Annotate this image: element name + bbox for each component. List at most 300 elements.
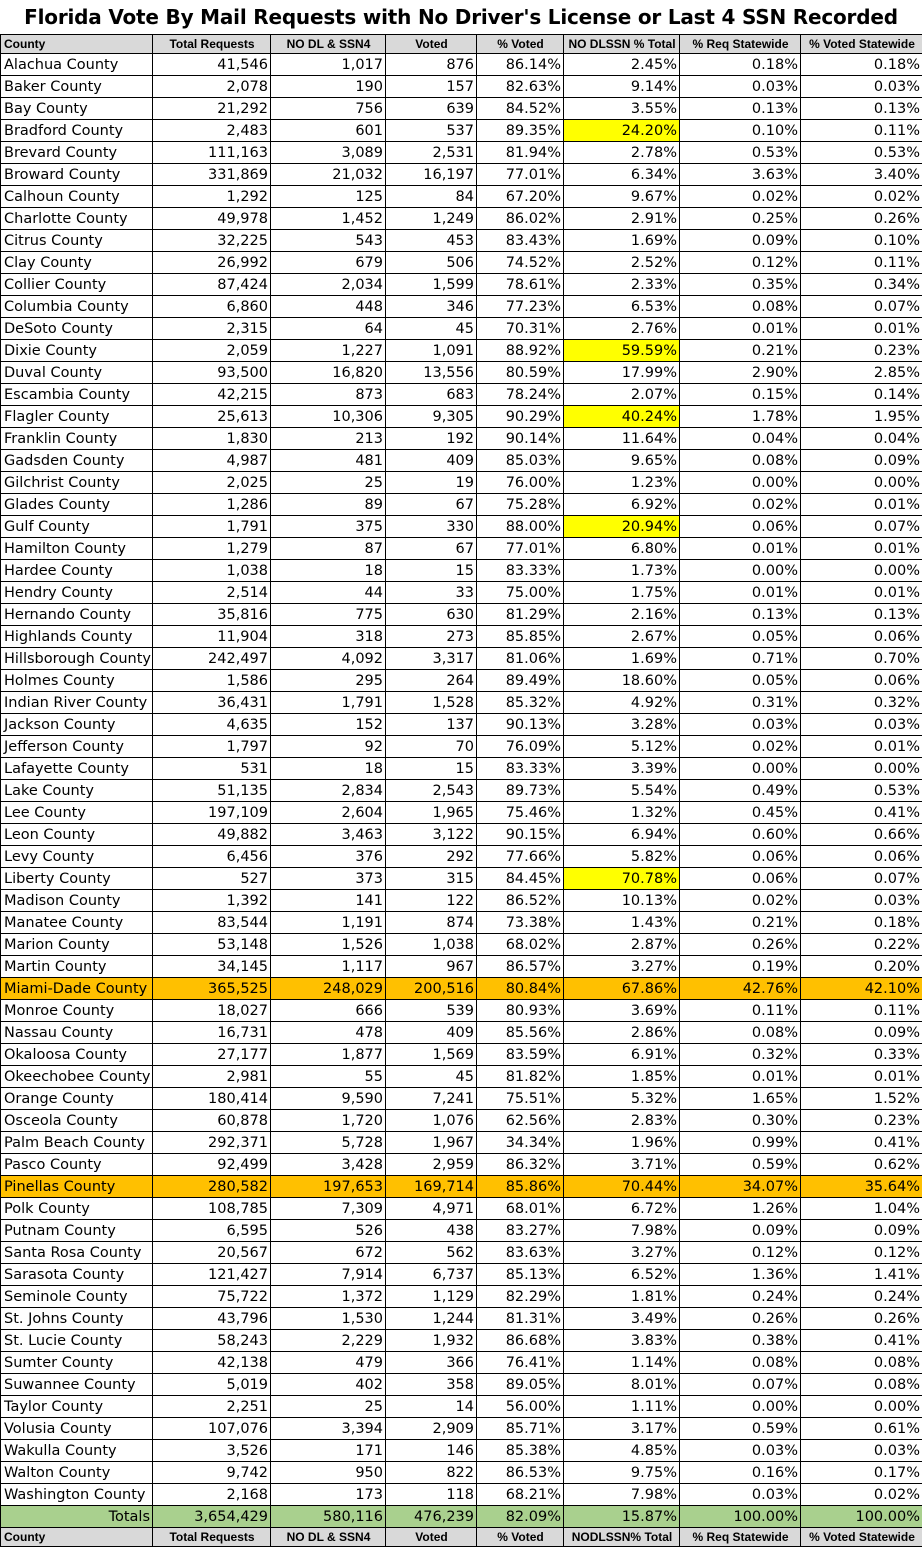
cell-total-requests[interactable]: 25,613 [153, 406, 271, 428]
cell-pct-voted[interactable]: 83.33% [477, 560, 564, 582]
cell-pct-voted-statewide[interactable]: 0.10% [801, 230, 922, 252]
cell-total-requests[interactable]: 1,830 [153, 428, 271, 450]
cell-county[interactable]: Seminole County [1, 1286, 153, 1308]
cell-pct-voted-statewide[interactable]: 0.66% [801, 824, 922, 846]
cell-pct-req-statewide[interactable]: 0.08% [680, 1022, 801, 1044]
cell-voted[interactable]: 967 [386, 956, 477, 978]
cell-pct-voted[interactable]: 85.32% [477, 692, 564, 714]
cell-pct-req-statewide[interactable]: 1.26% [680, 1198, 801, 1220]
cell-pct-voted-statewide[interactable]: 0.11% [801, 252, 922, 274]
cell-county[interactable]: Jackson County [1, 714, 153, 736]
cell-total-requests[interactable]: 2,514 [153, 582, 271, 604]
cell-no-dlssn-pct-total[interactable]: 2.52% [564, 252, 680, 274]
cell-pct-voted-statewide[interactable]: 0.53% [801, 780, 922, 802]
cell-pct-req-statewide[interactable]: 0.01% [680, 318, 801, 340]
cell-total-requests[interactable]: 43,796 [153, 1308, 271, 1330]
cell-voted[interactable]: 453 [386, 230, 477, 252]
cell-pct-voted-statewide[interactable]: 0.00% [801, 472, 922, 494]
cell-pct-voted[interactable]: 75.28% [477, 494, 564, 516]
cell-total-requests[interactable]: 1,279 [153, 538, 271, 560]
cell-county[interactable]: Manatee County [1, 912, 153, 934]
cell-pct-req-statewide[interactable]: 0.21% [680, 912, 801, 934]
cell-total-requests[interactable]: 1,392 [153, 890, 271, 912]
cell-total-requests[interactable]: 49,882 [153, 824, 271, 846]
cell-pct-voted[interactable]: 81.94% [477, 142, 564, 164]
cell-pct-voted[interactable]: 86.02% [477, 208, 564, 230]
cell-no-dlssn-pct-total[interactable]: 20.94% [564, 516, 680, 538]
cell-pct-req-statewide[interactable]: 0.59% [680, 1154, 801, 1176]
cell-pct-req-statewide[interactable]: 0.01% [680, 538, 801, 560]
cell-no-dl-ssn4[interactable]: 55 [271, 1066, 386, 1088]
cell-pct-voted-statewide[interactable]: 0.22% [801, 934, 922, 956]
cell-voted[interactable]: 14 [386, 1396, 477, 1418]
cell-no-dlssn-pct-total[interactable]: 2.07% [564, 384, 680, 406]
cell-voted[interactable]: 1,091 [386, 340, 477, 362]
cell-no-dlssn-pct-total[interactable]: 18.60% [564, 670, 680, 692]
cell-pct-req-statewide[interactable]: 0.12% [680, 1242, 801, 1264]
cell-pct-voted[interactable]: 83.43% [477, 230, 564, 252]
cell-total-requests[interactable]: 1,586 [153, 670, 271, 692]
cell-no-dlssn-pct-total[interactable]: 1.14% [564, 1352, 680, 1374]
cell-total-requests[interactable]: 2,483 [153, 120, 271, 142]
cell-voted[interactable]: 330 [386, 516, 477, 538]
cell-voted[interactable]: 822 [386, 1462, 477, 1484]
cell-total-requests[interactable]: 87,424 [153, 274, 271, 296]
cell-county[interactable]: Washington County [1, 1484, 153, 1506]
cell-pct-voted-statewide[interactable]: 0.13% [801, 98, 922, 120]
cell-voted[interactable]: 539 [386, 1000, 477, 1022]
cell-voted[interactable]: 358 [386, 1374, 477, 1396]
cell-pct-req-statewide[interactable]: 0.18% [680, 54, 801, 76]
cell-no-dl-ssn4[interactable]: 1,720 [271, 1110, 386, 1132]
cell-no-dlssn-pct-total[interactable]: 3.83% [564, 1330, 680, 1352]
column-header-no-dl-ssn4[interactable]: NO DL & SSN4 [271, 35, 386, 54]
cell-pct-voted[interactable]: 73.38% [477, 912, 564, 934]
column-header-total-requests[interactable]: Total Requests [153, 35, 271, 54]
cell-voted[interactable]: 874 [386, 912, 477, 934]
cell-no-dlssn-pct-total[interactable]: 2.76% [564, 318, 680, 340]
cell-no-dl-ssn4[interactable]: 295 [271, 670, 386, 692]
cell-no-dlssn-pct-total[interactable]: 2.86% [564, 1022, 680, 1044]
cell-voted[interactable]: 1,129 [386, 1286, 477, 1308]
cell-pct-voted-statewide[interactable]: 0.08% [801, 1352, 922, 1374]
cell-pct-voted[interactable]: 90.13% [477, 714, 564, 736]
cell-pct-voted[interactable]: 83.63% [477, 1242, 564, 1264]
cell-no-dlssn-pct-total[interactable]: 70.78% [564, 868, 680, 890]
cell-pct-req-statewide[interactable]: 0.05% [680, 626, 801, 648]
cell-no-dl-ssn4[interactable]: 1,877 [271, 1044, 386, 1066]
cell-pct-voted-statewide[interactable]: 0.06% [801, 626, 922, 648]
totals-cell-no-dl-ssn4[interactable]: 580,116 [271, 1506, 386, 1528]
cell-total-requests[interactable]: 4,987 [153, 450, 271, 472]
column-header-pct-voted-statewide[interactable]: % Voted Statewide [801, 35, 922, 54]
cell-no-dlssn-pct-total[interactable]: 6.94% [564, 824, 680, 846]
cell-total-requests[interactable]: 2,168 [153, 1484, 271, 1506]
cell-voted[interactable]: 70 [386, 736, 477, 758]
cell-pct-voted[interactable]: 78.24% [477, 384, 564, 406]
cell-total-requests[interactable]: 1,791 [153, 516, 271, 538]
cell-pct-voted-statewide[interactable]: 0.02% [801, 1484, 922, 1506]
cell-pct-voted-statewide[interactable]: 0.11% [801, 1000, 922, 1022]
cell-pct-req-statewide[interactable]: 0.32% [680, 1044, 801, 1066]
cell-pct-req-statewide[interactable]: 0.13% [680, 604, 801, 626]
cell-voted[interactable]: 33 [386, 582, 477, 604]
cell-no-dlssn-pct-total[interactable]: 5.32% [564, 1088, 680, 1110]
cell-no-dlssn-pct-total[interactable]: 9.14% [564, 76, 680, 98]
cell-pct-voted[interactable]: 85.03% [477, 450, 564, 472]
cell-no-dlssn-pct-total[interactable]: 6.72% [564, 1198, 680, 1220]
cell-county[interactable]: Santa Rosa County [1, 1242, 153, 1264]
column-header-pct-req-statewide[interactable]: % Req Statewide [680, 35, 801, 54]
cell-pct-voted-statewide[interactable]: 1.41% [801, 1264, 922, 1286]
cell-no-dlssn-pct-total[interactable]: 3.71% [564, 1154, 680, 1176]
cell-voted[interactable]: 9,305 [386, 406, 477, 428]
cell-total-requests[interactable]: 27,177 [153, 1044, 271, 1066]
column-header-county[interactable]: County [1, 35, 153, 54]
cell-pct-voted-statewide[interactable]: 0.09% [801, 1220, 922, 1242]
column-header-pct-req-statewide[interactable]: % Req Statewide [680, 1528, 801, 1547]
cell-no-dlssn-pct-total[interactable]: 67.86% [564, 978, 680, 1000]
cell-pct-voted[interactable]: 85.56% [477, 1022, 564, 1044]
cell-no-dl-ssn4[interactable]: 213 [271, 428, 386, 450]
cell-pct-req-statewide[interactable]: 0.25% [680, 208, 801, 230]
cell-pct-voted[interactable]: 75.46% [477, 802, 564, 824]
cell-no-dl-ssn4[interactable]: 478 [271, 1022, 386, 1044]
cell-voted[interactable]: 4,971 [386, 1198, 477, 1220]
cell-total-requests[interactable]: 32,225 [153, 230, 271, 252]
cell-voted[interactable]: 506 [386, 252, 477, 274]
cell-no-dl-ssn4[interactable]: 2,604 [271, 802, 386, 824]
cell-no-dlssn-pct-total[interactable]: 9.75% [564, 1462, 680, 1484]
cell-pct-voted[interactable]: 88.00% [477, 516, 564, 538]
cell-no-dlssn-pct-total[interactable]: 1.23% [564, 472, 680, 494]
cell-pct-req-statewide[interactable]: 2.90% [680, 362, 801, 384]
cell-pct-voted-statewide[interactable]: 0.01% [801, 494, 922, 516]
cell-pct-voted-statewide[interactable]: 1.52% [801, 1088, 922, 1110]
cell-pct-voted-statewide[interactable]: 0.24% [801, 1286, 922, 1308]
cell-no-dl-ssn4[interactable]: 775 [271, 604, 386, 626]
cell-county[interactable]: Levy County [1, 846, 153, 868]
column-header-voted[interactable]: Voted [386, 1528, 477, 1547]
cell-pct-voted[interactable]: 77.66% [477, 846, 564, 868]
cell-pct-voted[interactable]: 81.82% [477, 1066, 564, 1088]
cell-no-dl-ssn4[interactable]: 9,590 [271, 1088, 386, 1110]
cell-pct-req-statewide[interactable]: 0.10% [680, 120, 801, 142]
cell-no-dl-ssn4[interactable]: 44 [271, 582, 386, 604]
cell-total-requests[interactable]: 280,582 [153, 1176, 271, 1198]
cell-county[interactable]: Flagler County [1, 406, 153, 428]
cell-total-requests[interactable]: 180,414 [153, 1088, 271, 1110]
cell-no-dl-ssn4[interactable]: 756 [271, 98, 386, 120]
cell-county[interactable]: Bay County [1, 98, 153, 120]
cell-no-dlssn-pct-total[interactable]: 1.81% [564, 1286, 680, 1308]
cell-pct-req-statewide[interactable]: 0.06% [680, 516, 801, 538]
cell-county[interactable]: Sumter County [1, 1352, 153, 1374]
cell-no-dlssn-pct-total[interactable]: 7.98% [564, 1484, 680, 1506]
cell-voted[interactable]: 146 [386, 1440, 477, 1462]
cell-voted[interactable]: 264 [386, 670, 477, 692]
cell-no-dlssn-pct-total[interactable]: 6.91% [564, 1044, 680, 1066]
cell-no-dlssn-pct-total[interactable]: 5.82% [564, 846, 680, 868]
cell-no-dlssn-pct-total[interactable]: 4.85% [564, 1440, 680, 1462]
cell-pct-req-statewide[interactable]: 0.03% [680, 76, 801, 98]
cell-no-dlssn-pct-total[interactable]: 3.49% [564, 1308, 680, 1330]
cell-total-requests[interactable]: 365,525 [153, 978, 271, 1000]
cell-pct-req-statewide[interactable]: 0.26% [680, 1308, 801, 1330]
cell-pct-voted[interactable]: 62.56% [477, 1110, 564, 1132]
cell-voted[interactable]: 3,122 [386, 824, 477, 846]
cell-no-dlssn-pct-total[interactable]: 1.75% [564, 582, 680, 604]
cell-no-dl-ssn4[interactable]: 479 [271, 1352, 386, 1374]
cell-county[interactable]: Collier County [1, 274, 153, 296]
cell-pct-req-statewide[interactable]: 0.99% [680, 1132, 801, 1154]
cell-voted[interactable]: 346 [386, 296, 477, 318]
cell-pct-req-statewide[interactable]: 1.78% [680, 406, 801, 428]
cell-pct-voted-statewide[interactable]: 0.03% [801, 714, 922, 736]
cell-total-requests[interactable]: 21,292 [153, 98, 271, 120]
cell-no-dl-ssn4[interactable]: 87 [271, 538, 386, 560]
cell-voted[interactable]: 409 [386, 1022, 477, 1044]
cell-county[interactable]: Volusia County [1, 1418, 153, 1440]
cell-total-requests[interactable]: 83,544 [153, 912, 271, 934]
cell-pct-voted-statewide[interactable]: 0.34% [801, 274, 922, 296]
cell-no-dlssn-pct-total[interactable]: 6.53% [564, 296, 680, 318]
cell-no-dl-ssn4[interactable]: 1,452 [271, 208, 386, 230]
cell-county[interactable]: Gadsden County [1, 450, 153, 472]
cell-county[interactable]: Liberty County [1, 868, 153, 890]
cell-county[interactable]: Orange County [1, 1088, 153, 1110]
cell-voted[interactable]: 6,737 [386, 1264, 477, 1286]
cell-pct-req-statewide[interactable]: 0.03% [680, 714, 801, 736]
cell-pct-voted[interactable]: 89.73% [477, 780, 564, 802]
cell-county[interactable]: Charlotte County [1, 208, 153, 230]
cell-pct-voted-statewide[interactable]: 0.13% [801, 604, 922, 626]
cell-pct-voted[interactable]: 86.14% [477, 54, 564, 76]
cell-pct-voted[interactable]: 90.15% [477, 824, 564, 846]
cell-voted[interactable]: 409 [386, 450, 477, 472]
cell-pct-voted-statewide[interactable]: 0.03% [801, 76, 922, 98]
cell-total-requests[interactable]: 1,286 [153, 494, 271, 516]
cell-voted[interactable]: 15 [386, 560, 477, 582]
cell-no-dl-ssn4[interactable]: 950 [271, 1462, 386, 1484]
cell-pct-voted-statewide[interactable]: 0.26% [801, 1308, 922, 1330]
cell-no-dlssn-pct-total[interactable]: 3.39% [564, 758, 680, 780]
cell-no-dl-ssn4[interactable]: 10,306 [271, 406, 386, 428]
cell-county[interactable]: Indian River County [1, 692, 153, 714]
cell-no-dlssn-pct-total[interactable]: 24.20% [564, 120, 680, 142]
cell-county[interactable]: Okaloosa County [1, 1044, 153, 1066]
cell-pct-req-statewide[interactable]: 0.19% [680, 956, 801, 978]
cell-no-dlssn-pct-total[interactable]: 10.13% [564, 890, 680, 912]
cell-pct-voted-statewide[interactable]: 0.23% [801, 1110, 922, 1132]
cell-pct-req-statewide[interactable]: 0.31% [680, 692, 801, 714]
cell-total-requests[interactable]: 6,456 [153, 846, 271, 868]
cell-voted[interactable]: 67 [386, 538, 477, 560]
cell-county[interactable]: Gilchrist County [1, 472, 153, 494]
cell-pct-voted[interactable]: 77.23% [477, 296, 564, 318]
cell-pct-req-statewide[interactable]: 0.21% [680, 340, 801, 362]
cell-no-dlssn-pct-total[interactable]: 5.54% [564, 780, 680, 802]
cell-pct-voted[interactable]: 74.52% [477, 252, 564, 274]
cell-pct-req-statewide[interactable]: 0.00% [680, 560, 801, 582]
cell-no-dlssn-pct-total[interactable]: 6.34% [564, 164, 680, 186]
cell-total-requests[interactable]: 2,025 [153, 472, 271, 494]
cell-no-dl-ssn4[interactable]: 2,229 [271, 1330, 386, 1352]
cell-pct-voted-statewide[interactable]: 0.04% [801, 428, 922, 450]
cell-no-dlssn-pct-total[interactable]: 1.69% [564, 648, 680, 670]
cell-pct-req-statewide[interactable]: 0.60% [680, 824, 801, 846]
cell-pct-req-statewide[interactable]: 0.26% [680, 934, 801, 956]
cell-pct-req-statewide[interactable]: 0.35% [680, 274, 801, 296]
cell-county[interactable]: Walton County [1, 1462, 153, 1484]
cell-county[interactable]: Gulf County [1, 516, 153, 538]
cell-county[interactable]: Suwannee County [1, 1374, 153, 1396]
cell-voted[interactable]: 1,038 [386, 934, 477, 956]
cell-pct-req-statewide[interactable]: 0.49% [680, 780, 801, 802]
cell-county[interactable]: Hernando County [1, 604, 153, 626]
cell-pct-voted-statewide[interactable]: 0.32% [801, 692, 922, 714]
cell-total-requests[interactable]: 26,992 [153, 252, 271, 274]
cell-pct-voted[interactable]: 83.27% [477, 1220, 564, 1242]
cell-no-dl-ssn4[interactable]: 2,834 [271, 780, 386, 802]
cell-no-dl-ssn4[interactable]: 1,227 [271, 340, 386, 362]
cell-pct-req-statewide[interactable]: 0.02% [680, 186, 801, 208]
cell-voted[interactable]: 2,959 [386, 1154, 477, 1176]
cell-pct-req-statewide[interactable]: 0.08% [680, 1352, 801, 1374]
cell-pct-voted[interactable]: 86.68% [477, 1330, 564, 1352]
cell-pct-voted[interactable]: 81.29% [477, 604, 564, 626]
cell-no-dl-ssn4[interactable]: 672 [271, 1242, 386, 1264]
cell-no-dlssn-pct-total[interactable]: 1.85% [564, 1066, 680, 1088]
cell-county[interactable]: Highlands County [1, 626, 153, 648]
cell-pct-voted-statewide[interactable]: 0.01% [801, 1066, 922, 1088]
cell-total-requests[interactable]: 6,595 [153, 1220, 271, 1242]
cell-pct-voted[interactable]: 85.38% [477, 1440, 564, 1462]
cell-county[interactable]: Brevard County [1, 142, 153, 164]
cell-no-dl-ssn4[interactable]: 1,791 [271, 692, 386, 714]
cell-county[interactable]: Hamilton County [1, 538, 153, 560]
cell-no-dl-ssn4[interactable]: 125 [271, 186, 386, 208]
cell-pct-voted-statewide[interactable]: 0.11% [801, 120, 922, 142]
cell-voted[interactable]: 630 [386, 604, 477, 626]
cell-pct-req-statewide[interactable]: 0.05% [680, 670, 801, 692]
cell-no-dlssn-pct-total[interactable]: 2.33% [564, 274, 680, 296]
cell-total-requests[interactable]: 42,138 [153, 1352, 271, 1374]
cell-no-dl-ssn4[interactable]: 373 [271, 868, 386, 890]
cell-county[interactable]: Clay County [1, 252, 153, 274]
cell-no-dl-ssn4[interactable]: 318 [271, 626, 386, 648]
cell-pct-req-statewide[interactable]: 0.16% [680, 1462, 801, 1484]
cell-total-requests[interactable]: 92,499 [153, 1154, 271, 1176]
cell-no-dlssn-pct-total[interactable]: 3.28% [564, 714, 680, 736]
cell-no-dlssn-pct-total[interactable]: 3.27% [564, 1242, 680, 1264]
cell-county[interactable]: Marion County [1, 934, 153, 956]
cell-county[interactable]: Jefferson County [1, 736, 153, 758]
cell-pct-voted-statewide[interactable]: 0.41% [801, 1330, 922, 1352]
cell-pct-voted-statewide[interactable]: 0.07% [801, 516, 922, 538]
cell-pct-voted[interactable]: 85.71% [477, 1418, 564, 1440]
cell-county[interactable]: Martin County [1, 956, 153, 978]
cell-no-dl-ssn4[interactable]: 1,017 [271, 54, 386, 76]
cell-pct-req-statewide[interactable]: 0.03% [680, 1484, 801, 1506]
cell-no-dl-ssn4[interactable]: 190 [271, 76, 386, 98]
cell-pct-voted[interactable]: 68.21% [477, 1484, 564, 1506]
cell-voted[interactable]: 19 [386, 472, 477, 494]
cell-total-requests[interactable]: 1,038 [153, 560, 271, 582]
cell-pct-req-statewide[interactable]: 0.01% [680, 582, 801, 604]
cell-total-requests[interactable]: 121,427 [153, 1264, 271, 1286]
cell-no-dl-ssn4[interactable]: 543 [271, 230, 386, 252]
column-header-no-dl-ssn4[interactable]: NO DL & SSN4 [271, 1528, 386, 1547]
cell-no-dlssn-pct-total[interactable]: 3.27% [564, 956, 680, 978]
cell-no-dl-ssn4[interactable]: 4,092 [271, 648, 386, 670]
cell-total-requests[interactable]: 111,163 [153, 142, 271, 164]
cell-pct-voted-statewide[interactable]: 0.02% [801, 186, 922, 208]
cell-pct-req-statewide[interactable]: 0.59% [680, 1418, 801, 1440]
cell-pct-voted-statewide[interactable]: 0.26% [801, 208, 922, 230]
cell-county[interactable]: Pinellas County [1, 1176, 153, 1198]
cell-pct-voted[interactable]: 82.63% [477, 76, 564, 98]
cell-voted[interactable]: 137 [386, 714, 477, 736]
cell-county[interactable]: Hillsborough County [1, 648, 153, 670]
cell-no-dlssn-pct-total[interactable]: 1.43% [564, 912, 680, 934]
cell-no-dl-ssn4[interactable]: 141 [271, 890, 386, 912]
cell-pct-voted[interactable]: 75.00% [477, 582, 564, 604]
cell-voted[interactable]: 15 [386, 758, 477, 780]
cell-no-dlssn-pct-total[interactable]: 17.99% [564, 362, 680, 384]
cell-no-dlssn-pct-total[interactable]: 1.96% [564, 1132, 680, 1154]
cell-voted[interactable]: 1,599 [386, 274, 477, 296]
cell-county[interactable]: Osceola County [1, 1110, 153, 1132]
cell-no-dlssn-pct-total[interactable]: 6.52% [564, 1264, 680, 1286]
cell-no-dl-ssn4[interactable]: 7,914 [271, 1264, 386, 1286]
cell-pct-req-statewide[interactable]: 0.00% [680, 1396, 801, 1418]
cell-no-dlssn-pct-total[interactable]: 2.67% [564, 626, 680, 648]
cell-total-requests[interactable]: 1,292 [153, 186, 271, 208]
cell-pct-voted-statewide[interactable]: 0.01% [801, 538, 922, 560]
cell-pct-req-statewide[interactable]: 0.30% [680, 1110, 801, 1132]
cell-pct-voted-statewide[interactable]: 0.07% [801, 868, 922, 890]
cell-no-dlssn-pct-total[interactable]: 5.12% [564, 736, 680, 758]
cell-pct-voted-statewide[interactable]: 0.07% [801, 296, 922, 318]
cell-pct-voted[interactable]: 89.05% [477, 1374, 564, 1396]
cell-no-dl-ssn4[interactable]: 2,034 [271, 274, 386, 296]
cell-pct-req-statewide[interactable]: 0.11% [680, 1000, 801, 1022]
cell-county[interactable]: DeSoto County [1, 318, 153, 340]
cell-pct-req-statewide[interactable]: 0.38% [680, 1330, 801, 1352]
cell-no-dl-ssn4[interactable]: 248,029 [271, 978, 386, 1000]
cell-pct-voted[interactable]: 89.49% [477, 670, 564, 692]
cell-no-dlssn-pct-total[interactable]: 8.01% [564, 1374, 680, 1396]
cell-pct-voted-statewide[interactable]: 35.64% [801, 1176, 922, 1198]
cell-pct-voted-statewide[interactable]: 0.01% [801, 582, 922, 604]
cell-pct-voted[interactable]: 86.57% [477, 956, 564, 978]
cell-pct-voted-statewide[interactable]: 0.00% [801, 758, 922, 780]
cell-pct-req-statewide[interactable]: 0.45% [680, 802, 801, 824]
column-header-voted[interactable]: Voted [386, 35, 477, 54]
cell-voted[interactable]: 438 [386, 1220, 477, 1242]
cell-county[interactable]: Pasco County [1, 1154, 153, 1176]
cell-pct-voted-statewide[interactable]: 3.40% [801, 164, 922, 186]
cell-pct-req-statewide[interactable]: 0.08% [680, 450, 801, 472]
cell-no-dl-ssn4[interactable]: 197,653 [271, 1176, 386, 1198]
cell-pct-voted[interactable]: 68.02% [477, 934, 564, 956]
cell-voted[interactable]: 2,543 [386, 780, 477, 802]
cell-pct-voted[interactable]: 86.52% [477, 890, 564, 912]
cell-voted[interactable]: 273 [386, 626, 477, 648]
cell-pct-voted-statewide[interactable]: 0.12% [801, 1242, 922, 1264]
cell-no-dl-ssn4[interactable]: 152 [271, 714, 386, 736]
